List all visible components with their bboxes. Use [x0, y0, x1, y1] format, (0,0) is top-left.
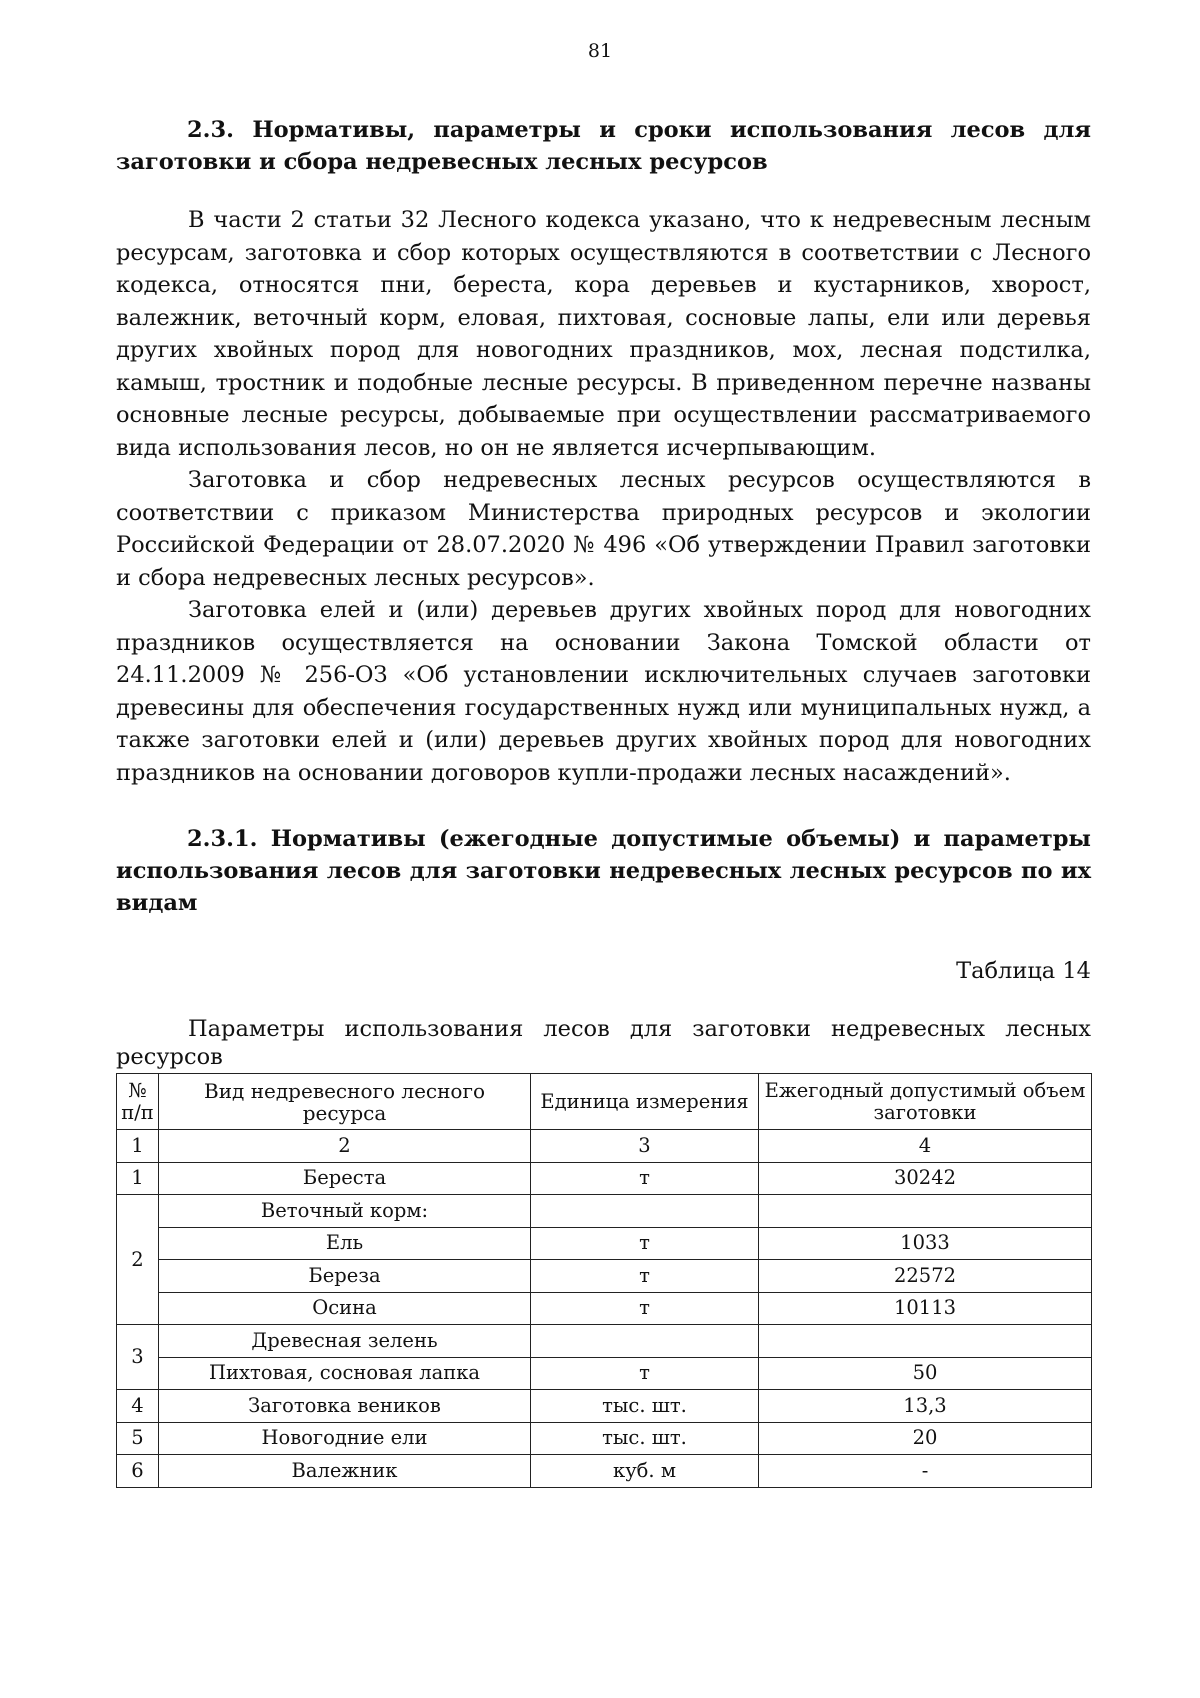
cell-unit: т [531, 1260, 759, 1293]
table-header-row [117, 1074, 1092, 1130]
cell-volume: - [759, 1455, 1092, 1488]
cell-num: 5 [117, 1422, 159, 1455]
cell-unit: т [531, 1357, 759, 1390]
cell-name: Новогодние ели [159, 1422, 531, 1455]
cell-volume: 30242 [759, 1162, 1092, 1195]
header-num: № п/п [117, 1074, 159, 1130]
cell-num: 1 [117, 1162, 159, 1195]
subsection-heading [116, 823, 1091, 919]
paragraph-2: Заготовка и сбор недревесных лесных ресурсов осуществляются в соответствии с приказом Министерства природных ресурсов и экологии Российской Федерации от 28.07.2020 № 496 «Об утверждении Правил заготовки и сбора недревесных лесных ресурсов». [116, 467, 1091, 591]
cell-volume: 1033 [759, 1227, 1092, 1260]
cell-unit: тыс. шт. [531, 1390, 759, 1423]
cell-volume: 20 [759, 1422, 1092, 1455]
cell-unit: т [531, 1292, 759, 1325]
cell-unit: тыс. шт. [531, 1422, 759, 1455]
cell-unit: т [531, 1227, 759, 1260]
cell-unit: т [531, 1162, 759, 1195]
header-volume: Ежегодный допустимый объем заготовки [759, 1074, 1092, 1130]
table-row [117, 1390, 1092, 1423]
column-number: 3 [531, 1130, 759, 1163]
cell-volume [759, 1195, 1092, 1228]
table-row [117, 1325, 1092, 1358]
cell-name: Древесная зелень [159, 1325, 531, 1358]
section-heading-text: Нормативы, параметры и сроки использования лесов для заготовки и сбора недревесных лесных ресурсов [116, 117, 1091, 175]
table-row [117, 1422, 1092, 1455]
cell-name: Ель [159, 1227, 531, 1260]
header-name: Вид недревесного лесного ресурса [159, 1074, 531, 1130]
page-number: 81 [587, 40, 613, 62]
table-row [117, 1227, 1092, 1260]
table-row [117, 1292, 1092, 1325]
header-unit: Единица измерения [531, 1074, 759, 1130]
table-row [117, 1455, 1092, 1488]
section-heading-number: 2.3. [187, 117, 234, 143]
page-content [116, 114, 1091, 1488]
subsection-heading-text: Нормативы (ежегодные допустимые объемы) и параметры использования лесов для заготовки недревесных лесных ресурсов по их видам [116, 826, 1091, 916]
column-number: 2 [159, 1130, 531, 1163]
cell-unit [531, 1195, 759, 1228]
cell-name: Пихтовая, сосновая лапка [159, 1357, 531, 1390]
section-heading [116, 114, 1091, 178]
paragraph-3: Заготовка елей и (или) деревьев других хвойных пород для новогодних праздников осуществляется на основании Закона Томской области от 24.11.2009 № 256-ОЗ «Об установлении исключительных случаев заготовки древесины для обеспечения государственных нужд или муниципальных нужд, а также заготовки елей и (или) деревьев других хвойных пород для новогодних праздников на основании договоров купли-продажи лесных насаждений». [116, 597, 1091, 786]
table-row [117, 1162, 1092, 1195]
cell-name: Береста [159, 1162, 531, 1195]
paragraph-1: В части 2 статьи 32 Лесного кодекса указано, что к недревесным лесным ресурсам, заготовка и сбор которых осуществляются в соответствии с Лесного кодекса, относятся пни, береста, кора деревьев и кустарников, хворост, валежник, веточный корм, еловая, пихтовая, сосновые лапы, ели или деревья других хвойных пород для новогодних праздников, мох, лесная подстилка, камыш, тростник и подобные лесные ресурсы. В приведенном перечне названы основные лесные ресурсы, добываемые при осуществлении рассматриваемого вида использования лесов, но он не является исчерпывающим. [116, 207, 1091, 461]
cell-num: 4 [117, 1390, 159, 1423]
table-caption: Параметры использования лесов для заготовки недревесных лесных ресурсов [116, 1016, 1091, 1070]
cell-name: Береза [159, 1260, 531, 1293]
table-column-numbers-row [117, 1130, 1092, 1163]
cell-volume: 50 [759, 1357, 1092, 1390]
table-row [117, 1357, 1092, 1390]
table-row [117, 1260, 1092, 1293]
subsection-heading-number: 2.3.1. [187, 826, 258, 852]
table-row [117, 1195, 1092, 1228]
cell-unit [531, 1325, 759, 1358]
cell-name: Заготовка веников [159, 1390, 531, 1423]
column-number: 1 [117, 1130, 159, 1163]
cell-volume: 10113 [759, 1292, 1092, 1325]
cell-unit: куб. м [531, 1455, 759, 1488]
cell-name: Валежник [159, 1455, 531, 1488]
cell-num: 2 [117, 1195, 159, 1325]
cell-volume: 22572 [759, 1260, 1092, 1293]
column-number: 4 [759, 1130, 1092, 1163]
cell-name: Осина [159, 1292, 531, 1325]
cell-volume: 13,3 [759, 1390, 1092, 1423]
parameters-table [116, 1073, 1092, 1488]
cell-name: Веточный корм: [159, 1195, 531, 1228]
cell-volume [759, 1325, 1092, 1358]
cell-num: 3 [117, 1325, 159, 1390]
table-label: Таблица 14 [956, 958, 1091, 984]
cell-num: 6 [117, 1455, 159, 1488]
